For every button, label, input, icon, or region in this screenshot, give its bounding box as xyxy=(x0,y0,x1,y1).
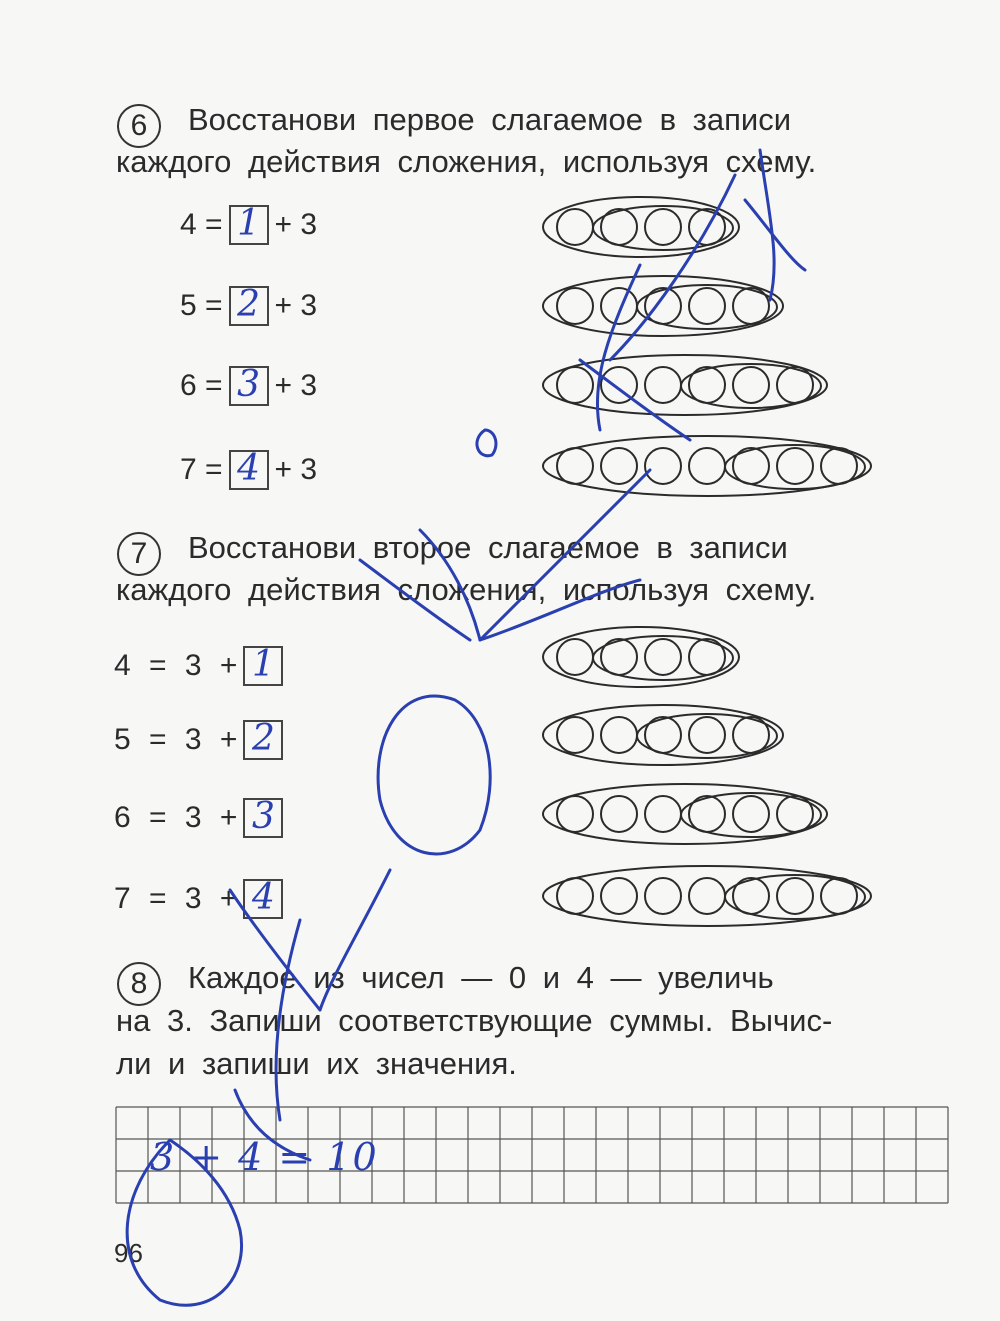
page-number: 96 xyxy=(114,1238,143,1268)
row-right: + 3 xyxy=(274,289,318,322)
row-left: 4 = 3 + xyxy=(114,649,238,682)
answer-box[interactable]: 3 xyxy=(229,366,269,406)
row-right: + 3 xyxy=(274,369,318,402)
row-right: + 3 xyxy=(274,453,318,486)
row-left: 7 = xyxy=(180,453,223,486)
task-6-number: 6 xyxy=(117,104,161,148)
task-8-number: 8 xyxy=(117,962,161,1006)
row-left: 6 = xyxy=(180,369,223,402)
answer-box[interactable]: 4 xyxy=(229,450,269,490)
handwritten-answer: 3 + 4 = 10 xyxy=(150,1135,379,1179)
row-left: 4 = xyxy=(180,208,223,241)
row-right: + 3 xyxy=(274,208,318,241)
answer-box[interactable]: 1 xyxy=(229,205,269,245)
task-8-text-line3: ли и запиши их значения. xyxy=(116,1046,517,1081)
task-8-text-line1: Каждое из чисел — 0 и 4 — увеличь xyxy=(188,960,774,995)
task-7-number: 7 xyxy=(117,532,161,576)
answer-box[interactable]: 2 xyxy=(229,286,269,326)
task-6-text-line1: Восстанови первое слагаемое в записи xyxy=(188,102,792,137)
row-left: 7 = 3 + xyxy=(114,882,238,915)
task-6-text-line2: каждого действия сложения, используя схему. xyxy=(116,144,817,179)
task-8-text-line2: на 3. Запиши соответствующие суммы. Вычис- xyxy=(116,1003,833,1038)
task-7-text-line2: каждого действия сложения, используя схему. xyxy=(116,572,817,607)
answer-box[interactable]: 2 xyxy=(243,720,283,760)
answer-box[interactable]: 1 xyxy=(243,646,283,686)
row-left: 6 = 3 + xyxy=(114,801,238,834)
task-7-text-line1: Восстанови второе слагаемое в записи xyxy=(188,530,788,565)
row-left: 5 = 3 + xyxy=(114,723,238,756)
row-left: 5 = xyxy=(180,289,223,322)
answer-box[interactable]: 3 xyxy=(243,798,283,838)
answer-box[interactable]: 4 xyxy=(243,879,283,919)
